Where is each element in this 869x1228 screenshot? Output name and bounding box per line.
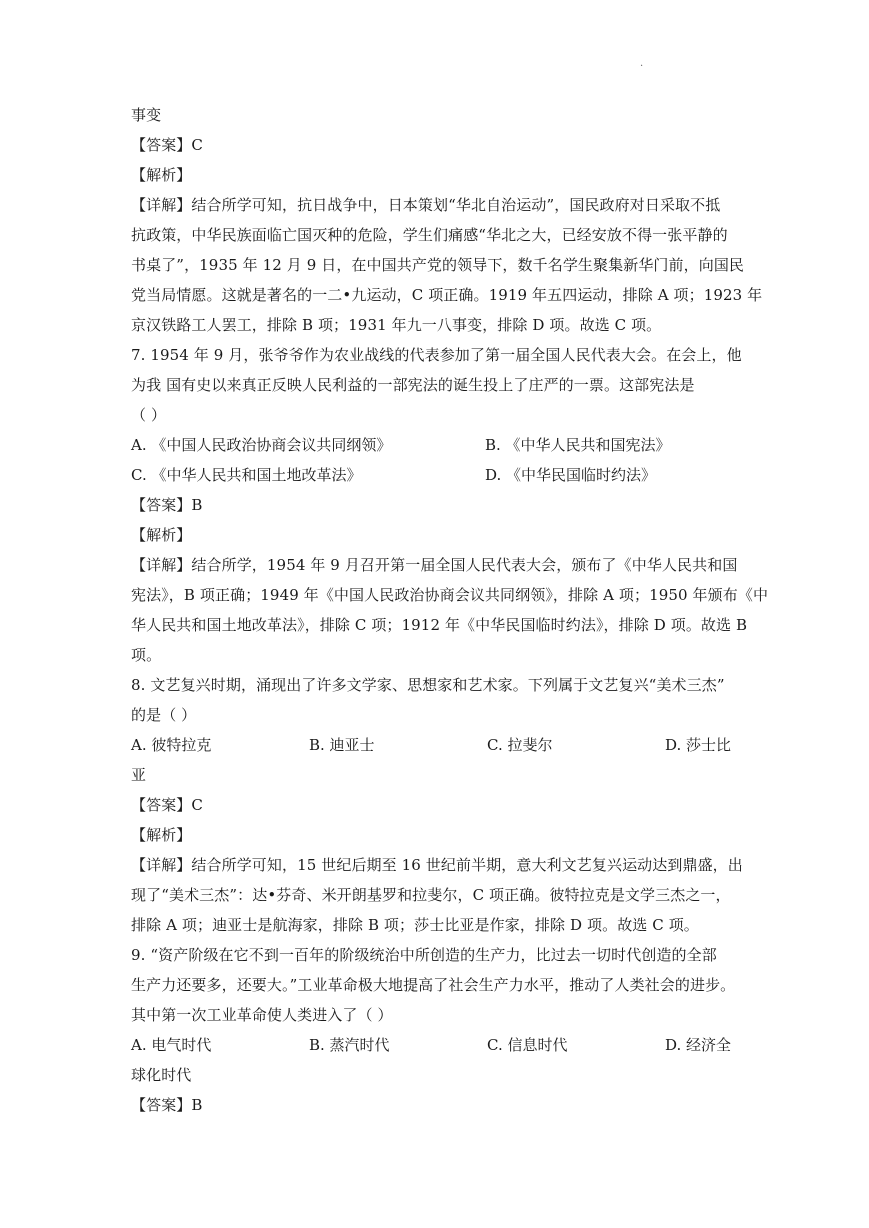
text-line: 现了“美术三杰”：达•芬奇、米开朗基罗和拉斐尔，C 项正确。彼特拉克是文学三杰之一， (131, 886, 731, 904)
q9-option-a: A. 电气时代 (131, 1036, 212, 1054)
question-8: 8. 文艺复兴时期，涌现出了许多文学家、思想家和艺术家。下列属于文艺复兴“美术三杰” (131, 676, 725, 694)
q7-option-b: B. 《中华人民共和国宪法》 (485, 436, 671, 454)
text-line: 党当局情愿。这就是著名的一二•九运动，C 项正确。1919 年五四运动，排除 A 项；1923 年 (131, 286, 763, 304)
answer-label: 【答案】C (131, 136, 203, 154)
q8-option-b: B. 迪亚士 (309, 736, 375, 754)
text-line: 【详解】结合所学，1954 年 9 月召开第一届全国人民代表大会，颁布了《中华人民共和国 (131, 556, 738, 574)
analysis-label: 【解析】 (131, 526, 192, 544)
q9-option-d: D. 经济全 (665, 1036, 732, 1054)
analysis-label: 【解析】 (131, 166, 192, 184)
answer-label: 【答案】B (131, 496, 203, 514)
text-line: 宪法》，B 项正确；1949 年《中国人民政治协商会议共同纲领》，排除 A 项；1950 年颁布《中 (131, 586, 769, 604)
q8-option-d: D. 莎士比 (665, 736, 732, 754)
text-line: 书桌了”，1935 年 12 月 9 日，在中国共产党的领导下，数千名学生聚集新华门前，向国民 (131, 256, 745, 274)
q7-options-row-2 (131, 460, 741, 490)
text-line: 其中第一次工业革命使人类进入了（ ） (131, 1006, 393, 1024)
q8-option-c: C. 拉斐尔 (487, 736, 553, 754)
text-line: 事变 (131, 106, 162, 124)
q9-option-b: B. 蒸汽时代 (309, 1036, 390, 1054)
q9-options (131, 1030, 741, 1060)
text-line: 的是（ ） (131, 706, 197, 724)
q9-option-c: C. 信息时代 (487, 1036, 568, 1054)
text-line: 生产力还要多，还要大。”工业革命极大地提高了社会生产力水平，推动了人类社会的进步。 (131, 976, 736, 994)
answer-label: 【答案】B (131, 1096, 203, 1114)
document-body (131, 100, 769, 1120)
text-line: 抗政策，中华民族面临亡国灭种的危险，学生们痛感“华北之大，已经安放不得一张平静的 (131, 226, 728, 244)
text-line: 华人民共和国土地改革法》，排除 C 项；1912 年《中华民国临时约法》，排除 D 项。故选 B (131, 616, 748, 634)
answer-blank: （ ） (131, 406, 167, 424)
text-line: 项。 (131, 646, 162, 664)
q7-option-d: D. 《中华民国临时约法》 (485, 466, 657, 484)
text-line: 排除 A 项；迪亚士是航海家，排除 B 项；莎士比亚是作家，排除 D 项。故选 C 项。 (131, 916, 699, 934)
question-9: 9. “资产阶级在它不到一百年的阶级统治中所创造的生产力，比过去一切时代创造的全部 (131, 946, 717, 964)
q8-options (131, 730, 741, 760)
answer-label: 【答案】C (131, 796, 203, 814)
header-dot: . (640, 58, 644, 69)
q8-option-a: A. 彼特拉克 (131, 736, 212, 754)
text-line: 球化时代 (131, 1066, 192, 1084)
analysis-label: 【解析】 (131, 826, 192, 844)
text-line: 【详解】结合所学可知，抗日战争中，日本策划“华北自治运动”，国民政府对日采取不抵 (131, 196, 721, 214)
q7-option-a: A. 《中国人民政治协商会议共同纲领》 (131, 436, 392, 454)
text-line: 为我 国有史以来真正反映人民利益的一部宪法的诞生投上了庄严的一票。这部宪法是 (131, 376, 695, 394)
q7-options-row-1 (131, 430, 741, 460)
text-line: 亚 (131, 766, 147, 784)
q7-option-c: C. 《中华人民共和国土地改革法》 (131, 466, 362, 484)
text-line: 京汉铁路工人罢工，排除 B 项；1931 年九一八事变，排除 D 项。故选 C 项。 (131, 316, 662, 334)
text-line: 【详解】结合所学可知，15 世纪后期至 16 世纪前半期，意大利文艺复兴运动达到鼎盛，出 (131, 856, 743, 874)
question-7: 7. 1954 年 9 月，张爷爷作为农业战线的代表参加了第一届全国人民代表大会。在会上，他 (131, 346, 742, 364)
